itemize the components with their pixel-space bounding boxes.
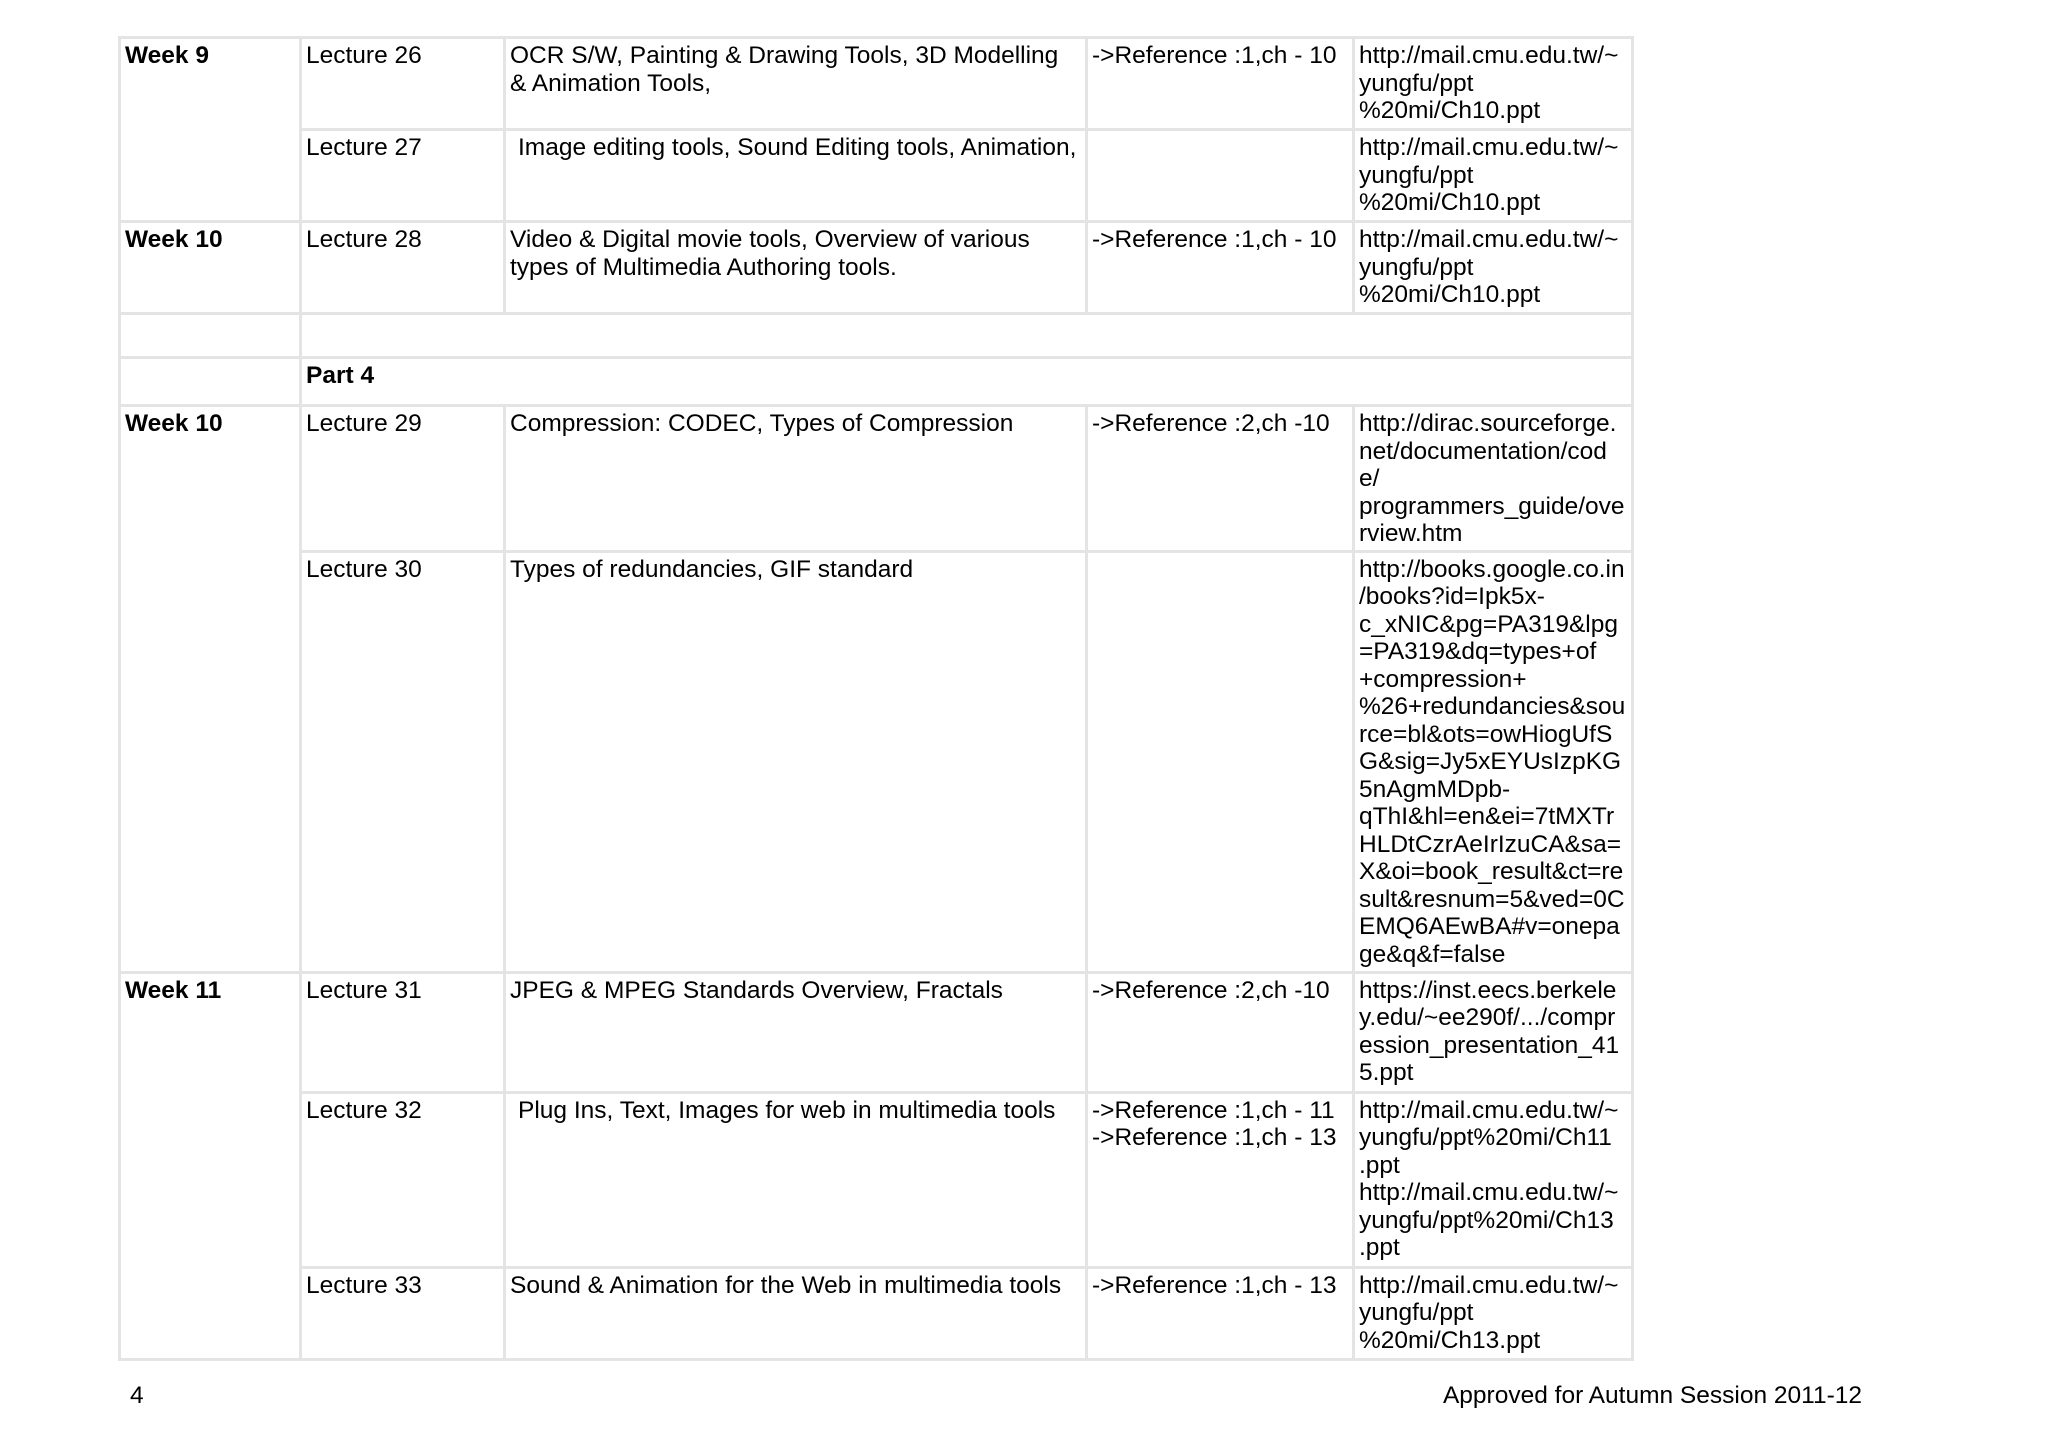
reference-cell (1087, 551, 1354, 972)
table-row (120, 222, 1633, 314)
topic-cell: Plug Ins, Text, Images for web in multimedia tools (505, 1092, 1087, 1267)
lecture-cell: Lecture 30 (301, 551, 505, 972)
table-row (120, 406, 1633, 552)
lecture-cell: Lecture 28 (301, 222, 505, 314)
lecture-cell: Lecture 32 (301, 1092, 505, 1267)
week-cell: Week 10 (120, 406, 301, 973)
url-cell[interactable]: http://mail.cmu.edu.tw/~ yungfu/ppt%20mi/Ch11 .ppt http://mail.cmu.edu.tw/~ yungfu/ppt%20mi/Ch13 .ppt (1354, 1092, 1633, 1267)
empty-row (120, 314, 1633, 358)
approval-note: Approved for Autumn Session 2011-12 (1442, 1382, 1862, 1409)
syllabus-table (118, 36, 1634, 1361)
empty-cell (301, 314, 1633, 358)
table-row (120, 130, 1633, 222)
week-cell: Week 10 (120, 222, 301, 314)
reference-cell: ->Reference :2,ch -10 (1087, 406, 1354, 552)
lecture-cell: Lecture 31 (301, 972, 505, 1092)
lecture-cell: Lecture 27 (301, 130, 505, 222)
reference-cell (1087, 130, 1354, 222)
topic-cell: Image editing tools, Sound Editing tools, Animation, (505, 130, 1087, 222)
lecture-cell: Lecture 29 (301, 406, 505, 552)
url-cell[interactable]: http://dirac.sourceforge. net/documentation/code/ programmers_guide/ove rview.htm (1354, 406, 1633, 552)
topic-cell: Sound & Animation for the Web in multimedia tools (505, 1267, 1087, 1359)
table-row (120, 1267, 1633, 1359)
topic-cell: Compression: CODEC, Types of Compression (505, 406, 1087, 552)
reference-cell: ->Reference :1,ch - 13 (1087, 1267, 1354, 1359)
empty-cell (120, 358, 301, 406)
table-row (120, 38, 1633, 130)
lecture-cell: Lecture 26 (301, 38, 505, 130)
table-row (120, 1092, 1633, 1267)
empty-cell (120, 314, 301, 358)
reference-cell: ->Reference :2,ch -10 (1087, 972, 1354, 1092)
topic-cell: Video & Digital movie tools, Overview of various types of Multimedia Authoring tools. (505, 222, 1087, 314)
topic-cell: JPEG & MPEG Standards Overview, Fractals (505, 972, 1087, 1092)
reference-cell: ->Reference :1,ch - 10 (1087, 222, 1354, 314)
table-row (120, 972, 1633, 1092)
url-cell[interactable]: https://inst.eecs.berkele y.edu/~ee290f/.../compr ession_presentation_41 5.ppt (1354, 972, 1633, 1092)
part-heading-row (120, 358, 1633, 406)
week-cell: Week 9 (120, 38, 301, 222)
lecture-cell: Lecture 33 (301, 1267, 505, 1359)
topic-cell: OCR S/W, Painting & Drawing Tools, 3D Modelling & Animation Tools, (505, 38, 1087, 130)
week-cell: Week 11 (120, 972, 301, 1359)
url-cell[interactable]: http://books.google.co.in /books?id=Ipk5x- c_xNIC&pg=PA319&lpg =PA319&dq=types+of +compression+ %26+redundancies&sou rce=bl&ots=owHiogUfS G&sig=Jy5xEYUsIzpKG 5nAgmMDpb- qThI&hl=en&ei=7tMXTr HLDtCzrAeIrIzuCA&sa= X&oi=book_result&ct=re sult&resnum=5&ved=0C EMQ6AEwBA#v=onepa ge&q&f=false (1354, 551, 1633, 972)
url-cell[interactable]: http://mail.cmu.edu.tw/~ yungfu/ppt %20mi/Ch13.ppt (1354, 1267, 1633, 1359)
page-number: 4 (130, 1382, 144, 1409)
url-cell[interactable]: http://mail.cmu.edu.tw/~ yungfu/ppt %20mi/Ch10.ppt (1354, 222, 1633, 314)
table-row (120, 551, 1633, 972)
url-cell[interactable]: http://mail.cmu.edu.tw/~ yungfu/ppt %20mi/Ch10.ppt (1354, 130, 1633, 222)
url-cell[interactable]: http://mail.cmu.edu.tw/~ yungfu/ppt %20mi/Ch10.ppt (1354, 38, 1633, 130)
reference-cell: ->Reference :1,ch - 11 ->Reference :1,ch - 13 (1087, 1092, 1354, 1267)
part-heading: Part 4 (301, 358, 1633, 406)
topic-cell: Types of redundancies, GIF standard (505, 551, 1087, 972)
reference-cell: ->Reference :1,ch - 10 (1087, 38, 1354, 130)
